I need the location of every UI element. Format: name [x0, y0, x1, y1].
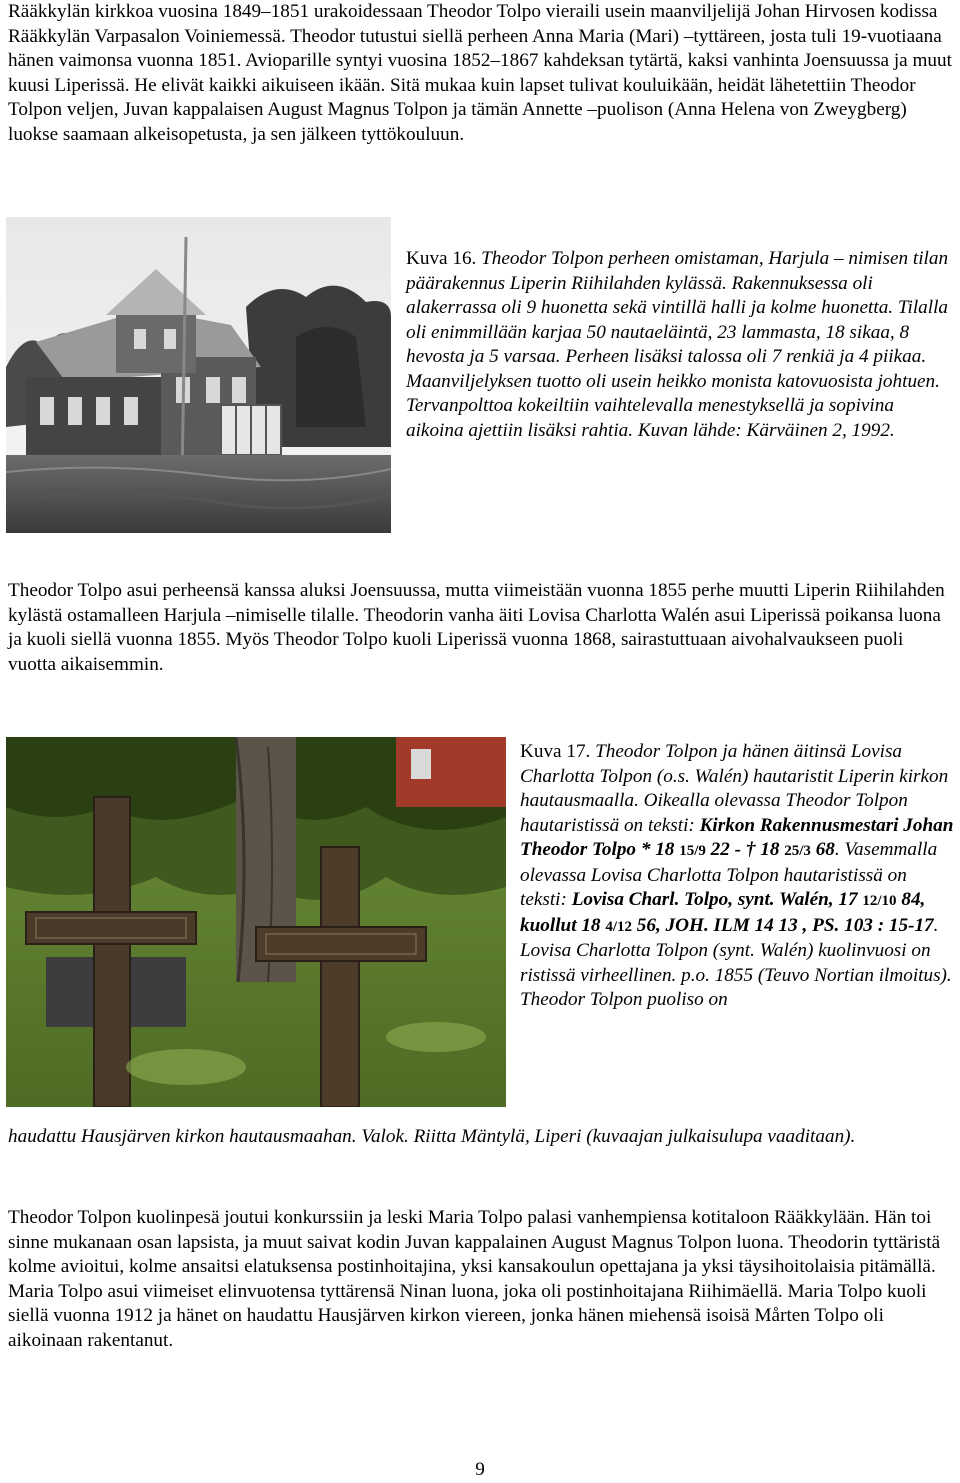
farmhouse-photo [6, 217, 391, 533]
figure16-caption [406, 247, 954, 443]
grave-crosses-photo [6, 737, 506, 1107]
figure16-label: Kuva 16. [406, 248, 477, 269]
paragraph-intro: Rääkkylän kirkkoa vuosina 1849–1851 urakoidessaan Theodor Tolpo vieraili usein maanviljelijä Johan Hirvosen kodissa Rääkkylän Varpasalon Voiniemessä. Theodor tutustui siellä perheen Anna Maria (Mari) –tyttäreen, josta tuli 19-vuotiaana hänen vaimonsa vuonna 1851. Avioparille syntyi vuosina 1852–1867 kahdeksan tytärtä, kaksi vanhinta Joensuussa ja muut kuusi Liperissä. He elivät kaikki aikuiseen ikään. Sitä mukaa kuin lapset tulivat kouluikään, heidät lähetettiin Theodor Tolpon veljen, Juvan kappalaisen August Magnus Tolpon ja tämän Annette –puolison (Anna Helena von Zweygberg) luokse saamaan alkeisopetusta, ja sen jälkeen tyttökouluun. [8, 1, 952, 145]
figure17-caption-wrap: haudattu Hausjärven kirkon hautausmaahan. Valok. Riitta Mäntylä, Liperi (kuvaajan julkaisulupa vaaditaan). [8, 1126, 856, 1147]
page-number: 9 [475, 1459, 485, 1480]
figure17-caption: Kuva 17. Theodor Tolpon ja hänen äitinsä Lovisa Charlotta Tolpon (o.s. Walén) hautaristit Liperin kirkon hautausmaalla. Oikealla olevassa Theodor Tolpon hautaristissä on teksti: Kirkon Rakennusmestari Johan Theodor Tolpo * 18 15/9 22 - † 18 25/3 68. Vasemmalla olevassa Lovisa Charlotta Tolpon hautaristissä on teksti: Lovisa Charl. Tolpo, synt. Walén, 17 12/10 84, kuollut 18 4/12 56, JOH. ILM 14 13 , PS. 103 : 15-17. Lovisa Charlotta Tolpon (synt. Walén) kuolinvuosi on ristissä virheellinen. p.o. 1855 (Teuvo Nortian ilmoitus). Theodor Tolpon puoliso on [520, 741, 954, 1010]
paragraph-estate: Theodor Tolpon kuolinpesä joutui konkurssiin ja leski Maria Tolpo palasi vanhempiensa kotitaloon Rääkkylään. Hän toi sinne mukanaan osan lapsista, ja muut saivat kodin Juvan kappalainen August Magnus Tolpon luona. Theodorin tyttäristä kolme avioitui, kolme ansaitsi elatuksensa postinhoitajina, yksi kansakoulun opettajana ja yksi täysihoitolaisia pitämällä. Maria Tolpo asui viimeiset elinvuotensa tyttärensä Ninan luona, joka oli postinhoitajana Riihimäellä. Maria Tolpo kuoli siellä vuonna 1912 ja hänet on haudattu Hausjärven kirkon viereen, jonka hänen miehensä isoisä Mårten Tolpo oli aikoinaan rakentanut. [8, 1207, 941, 1351]
figure16-caption-text: Theodor Tolpon perheen omistaman, Harjula – nimisen tilan päärakennus Liperin Riihilahden kylässä. Rakennuksessa oli alakerrassa oli 9 huonetta sekä vintillä halli ja kolme huonetta. Tilalla oli enimmillään karjaa 50 nautaeläintä, 23 lammasta, 18 sikaa, 8 hevosta ja 5 varsaa. Perheen lisäksi talossa oli 7 renkiä ja 4 piikaa. Maanviljelyksen tuotto oli usein heikko monista katovuosista johtuen. Tervanpolttoa kokeiltiin vaihtelevalla menestyksellä ja sopivina aikoina ajettiin lisäksi rahtia. Kuvan lähde: Kärväinen 2, 1992. [406, 248, 949, 441]
figure17-label: Kuva 17. [520, 741, 591, 762]
paragraph-family: Theodor Tolpo asui perheensä kanssa aluksi Joensuussa, mutta viimeistään vuonna 1855 perhe muutti Liperin Riihilahden kylästä ostamalleen Harjula –nimiselle tilalle. Theodorin vanha äiti Lovisa Charlotta Walén asui Liperissä poikansa luona ja kuoli siellä vuonna 1855. Myös Theodor Tolpo kuoli Liperissä vuonna 1868, sairastuttuaan aivohalvaukseen puoli vuotta aikaisemmin. [8, 580, 945, 675]
